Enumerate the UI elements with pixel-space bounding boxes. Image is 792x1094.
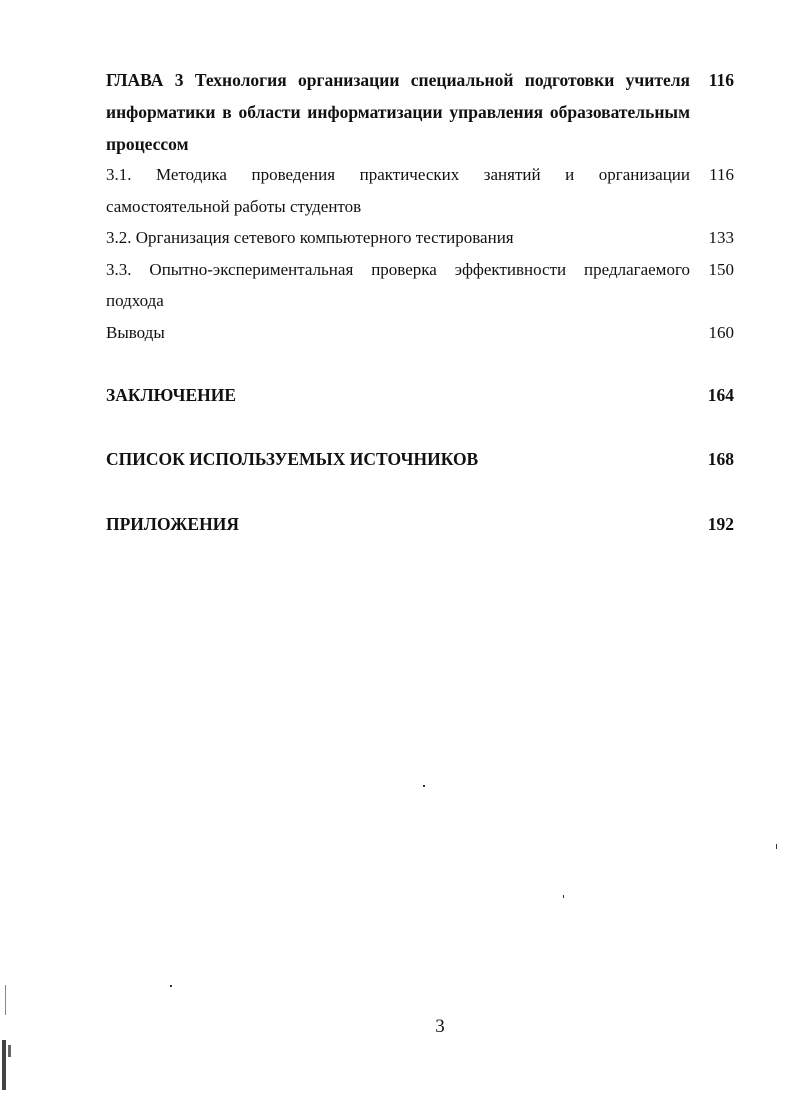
toc-entry-page: 160 xyxy=(708,322,734,342)
toc-entry-page: 150 xyxy=(708,259,734,279)
toc-entry-section-3-2 xyxy=(106,222,734,254)
toc-entry-title: ГЛАВА 3 Технология организации специальной подготовки учителя информатики в области информатизации управления образовательным процессом xyxy=(106,70,690,154)
toc-entry-title: ПРИЛОЖЕНИЯ xyxy=(106,514,239,534)
toc-entry-conclusion xyxy=(106,379,734,411)
toc-entry-title: ЗАКЛЮЧЕНИЕ xyxy=(106,385,237,405)
scan-artifact-edge xyxy=(5,985,6,1015)
toc-entry-page: 164 xyxy=(707,385,734,405)
toc-entry-title: 3.1. Методика проведения практических занятий и организации самостоятельной работы студентов xyxy=(106,165,690,216)
toc-entry-page: 133 xyxy=(708,228,734,247)
scan-artifact-edge xyxy=(8,1045,11,1057)
scan-artifact-edge xyxy=(2,1040,6,1090)
toc-entry-page: 168 xyxy=(707,449,734,469)
toc-entry-page: 116 xyxy=(709,165,734,184)
toc-entry-appendix xyxy=(106,508,734,540)
toc-entry-sources xyxy=(106,443,734,475)
toc-entry-page: 116 xyxy=(708,70,734,90)
scan-artifact-dot xyxy=(170,985,172,987)
scan-artifact-dot xyxy=(423,785,425,787)
toc-entry-chapter-3 xyxy=(106,64,734,160)
scan-artifact-dot xyxy=(563,895,564,898)
page-number: 3 xyxy=(435,1016,445,1037)
toc-entry-section-3-3 xyxy=(106,254,734,317)
toc-entry-title: СПИСОК ИСПОЛЬЗУЕМЫХ ИСТОЧНИКОВ xyxy=(106,449,479,469)
table-of-contents xyxy=(106,64,734,540)
toc-entry-title: 3.2. Организация сетевого компьютерного тестирования xyxy=(106,228,514,247)
scan-artifact-dot xyxy=(776,844,777,849)
toc-entry-title: 3.3. Опытно-экспериментальная проверка эффективности предлагаемого подхода xyxy=(106,259,690,310)
toc-entry-conclusions xyxy=(106,317,734,349)
toc-entry-section-3-1 xyxy=(106,159,734,222)
toc-entry-page: 192 xyxy=(707,514,734,534)
toc-entry-title: Выводы xyxy=(106,322,165,342)
